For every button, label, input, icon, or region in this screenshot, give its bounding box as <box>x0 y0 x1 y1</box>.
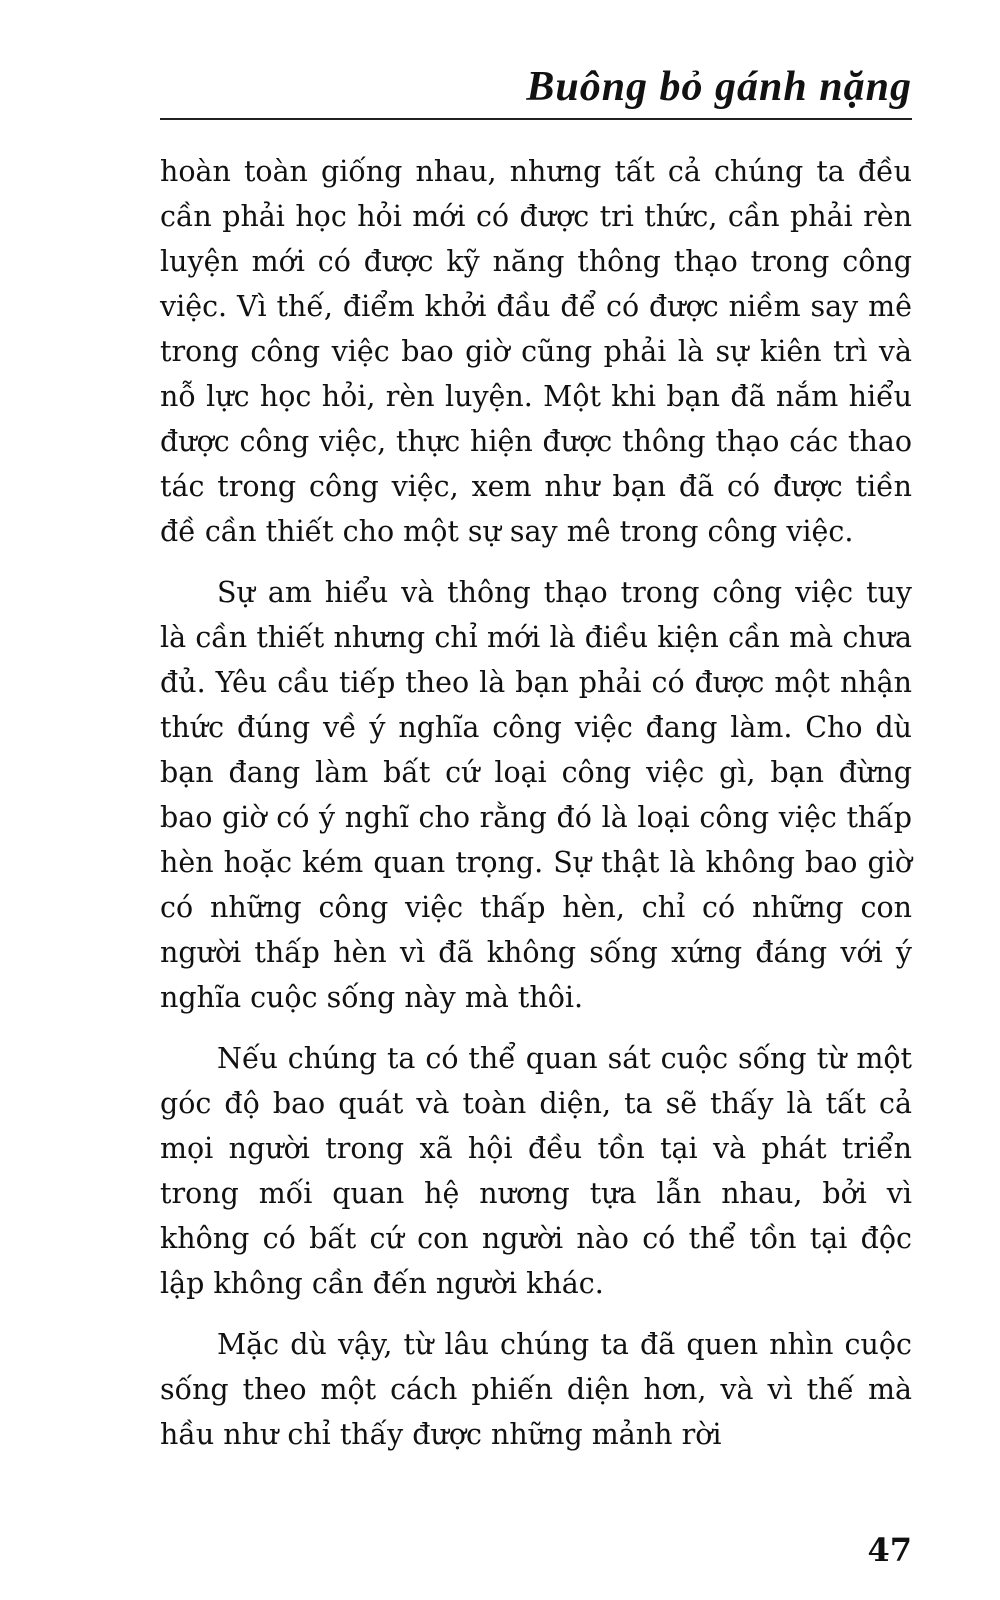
paragraph-3: Nếu chúng ta có thể quan sát cuộc sống từ một góc độ bao quát và toàn diện, ta sẽ thấy là tất cả mọi người trong xã hội đều tồn tại và phát triển trong mối quan hệ nương tựa lẫn nhau, bởi vì không có bất cứ con người nào có thể tồn tại độc lập không cần đến người khác. <box>160 1042 912 1300</box>
running-header-title: Buông bỏ gánh nặng <box>526 64 912 110</box>
header-divider <box>160 118 912 120</box>
paragraph-1: hoàn toàn giống nhau, nhưng tất cả chúng ta đều cần phải học hỏi mới có được tri thức, cần phải rèn luyện mới có được kỹ năng thông thạo trong công việc. Vì thế, điểm khởi đầu để có được niềm say mê trong công việc bao giờ cũng phải là sự kiên trì và nỗ lực học hỏi, rèn luyện. Một khi bạn đã nắm hiểu được công việc, thực hiện được thông thạo các thao tác trong công việc, xem như bạn đã có được tiền đề cần thiết cho một sự say mê trong công việc. <box>160 155 912 548</box>
body-text <box>160 149 912 1473</box>
paragraph-4: Mặc dù vậy, từ lâu chúng ta đã quen nhìn cuộc sống theo một cách phiến diện hơn, và vì thế mà hầu như chỉ thấy được những mảnh rời <box>160 1328 912 1451</box>
paragraph-2: Sự am hiểu và thông thạo trong công việc tuy là cần thiết nhưng chỉ mới là điều kiện cần mà chưa đủ. Yêu cầu tiếp theo là bạn phải có được một nhận thức đúng về ý nghĩa công việc đang làm. Cho dù bạn đang làm bất cứ loại công việc gì, bạn đừng bao giờ có ý nghĩ cho rằng đó là loại công việc thấp hèn hoặc kém quan trọng. Sự thật là không bao giờ có những công việc thấp hèn, chỉ có những con người thấp hèn vì đã không sống xứng đáng với ý nghĩa cuộc sống này mà thôi. <box>160 576 912 1014</box>
page-number: 47 <box>867 1531 912 1569</box>
